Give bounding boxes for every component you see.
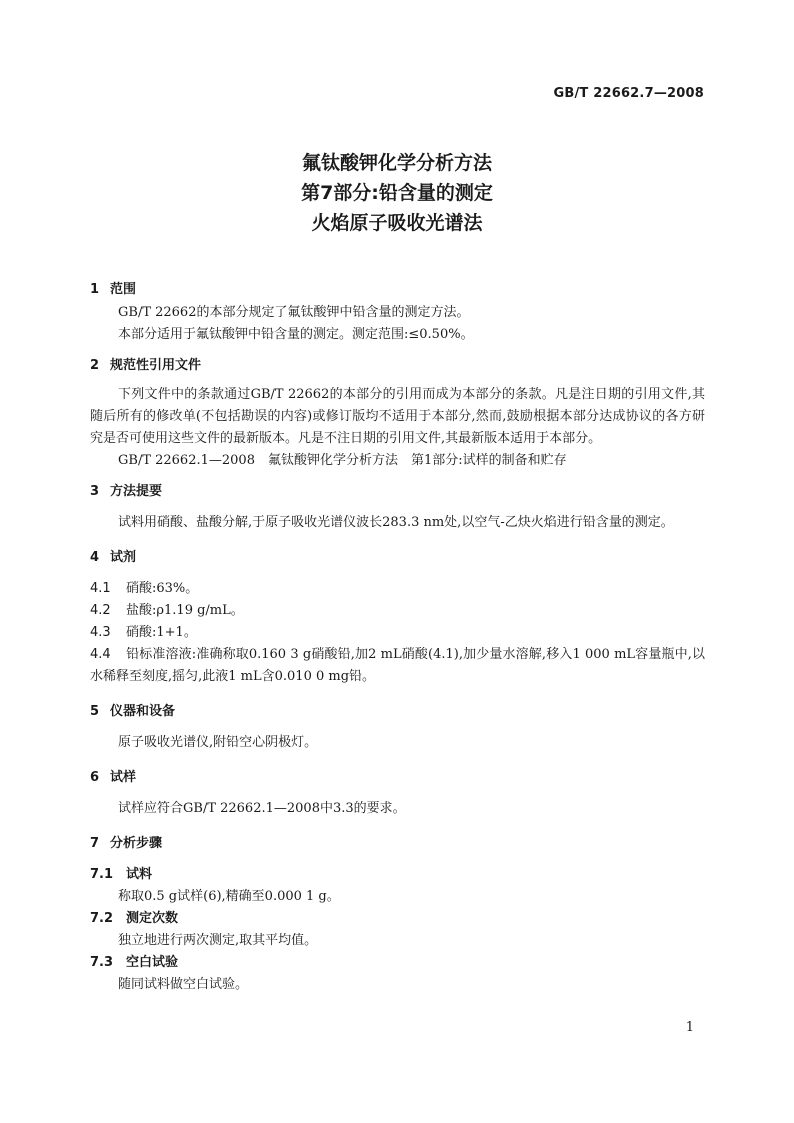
paragraph: 试样应符合GB/T 22662.1—2008中3.3的要求。: [118, 801, 406, 816]
item-text: 硝酸:1+1。: [126, 625, 197, 640]
subsection-title: 测定次数: [126, 911, 179, 926]
section-2-heading: [90, 354, 705, 378]
item-text: 硝酸:63%。: [126, 581, 199, 596]
subsection-number: 7.1: [90, 867, 114, 882]
section-number: 5: [90, 704, 100, 719]
reagent-item: [90, 578, 705, 600]
section-5-heading: [90, 700, 705, 724]
item-text: 盐酸:ρ1.19 g/mL。: [126, 603, 244, 618]
reagent-item: [90, 600, 705, 622]
document-body: [90, 278, 705, 996]
paragraph: 试料用硝酸、盐酸分解,于原子吸收光谱仪波长283.3 nm处,以空气-乙炔火焰进行铅含量的测定。: [118, 515, 674, 530]
paragraph: 本部分适用于氟钛酸钾中铅含量的测定。测定范围:≤0.50%。: [118, 327, 474, 342]
section-number: 6: [90, 770, 100, 785]
section-number: 7: [90, 836, 100, 851]
reagent-item: [90, 644, 705, 688]
section-number: 1: [90, 282, 100, 297]
section-7-heading: [90, 832, 705, 856]
paragraph: 独立地进行两次测定,取其平均值。: [118, 933, 318, 948]
section-title: 范围: [110, 282, 137, 297]
document-title: [0, 148, 794, 238]
paragraph: 随同试料做空白试验。: [118, 977, 249, 992]
section-3-heading: [90, 480, 705, 504]
section-number: 4: [90, 550, 100, 565]
item-text: 铅标准溶液:准确称取0.160 3 g硝酸铅,加2 mL硝酸(4.1),加少量水溶解,移入1 000 mL容量瓶中,以水稀释至刻度,摇匀,此液1 mL含0.010 0 mg铅。: [90, 647, 705, 684]
paragraph: GB/T 22662的本部分规定了氟钛酸钾中铅含量的测定方法。: [118, 305, 470, 320]
section-number: 3: [90, 484, 100, 499]
subsection-number: 7.2: [90, 911, 114, 926]
item-number: 4.2: [90, 603, 111, 618]
section-title: 试样: [110, 770, 137, 785]
section-number: 2: [90, 358, 100, 373]
section-6-heading: [90, 766, 705, 790]
subsection-heading: [90, 864, 705, 886]
section-title: 试剂: [110, 550, 137, 565]
title-line-2: 第7部分:铅含量的测定: [301, 182, 493, 204]
section-4-heading: [90, 546, 705, 570]
subsection-heading: [90, 908, 705, 930]
page-number: 1: [685, 1020, 694, 1035]
paragraph: 原子吸收光谱仪,附铅空心阴极灯。: [118, 735, 318, 750]
reference-item: GB/T 22662.1—2008 氟钛酸钾化学分析方法 第1部分:试样的制备和贮存: [118, 453, 567, 468]
standard-number: GB/T 22662.7—2008: [553, 86, 704, 101]
section-title: 分析步骤: [110, 836, 163, 851]
item-number: 4.3: [90, 625, 111, 640]
reagent-item: [90, 622, 705, 644]
title-line-3: 火焰原子吸收光谱法: [311, 212, 483, 234]
subsection-title: 空白试验: [126, 955, 179, 970]
item-number: 4.4: [90, 647, 111, 662]
section-title: 规范性引用文件: [110, 358, 202, 373]
subsection-heading: [90, 952, 705, 974]
section-1-heading: [90, 278, 705, 302]
paragraph: 下列文件中的条款通过GB/T 22662的本部分的引用而成为本部分的条款。凡是注日期的引用文件,其随后所有的修改单(不包括勘误的内容)或修订版均不适用于本部分,然而,鼓励根据本部分达成协议的各方研究是否可使用这些文件的最新版本。凡是不注日期的引用文件,其最新版本适用于本部分。: [90, 387, 705, 446]
item-number: 4.1: [90, 581, 111, 596]
section-title: 仪器和设备: [110, 704, 176, 719]
title-line-1: 氟钛酸钾化学分析方法: [301, 152, 492, 174]
paragraph: 称取0.5 g试样(6),精确至0.000 1 g。: [118, 889, 340, 904]
section-title: 方法提要: [110, 484, 163, 499]
subsection-title: 试料: [126, 867, 153, 882]
subsection-number: 7.3: [90, 955, 114, 970]
